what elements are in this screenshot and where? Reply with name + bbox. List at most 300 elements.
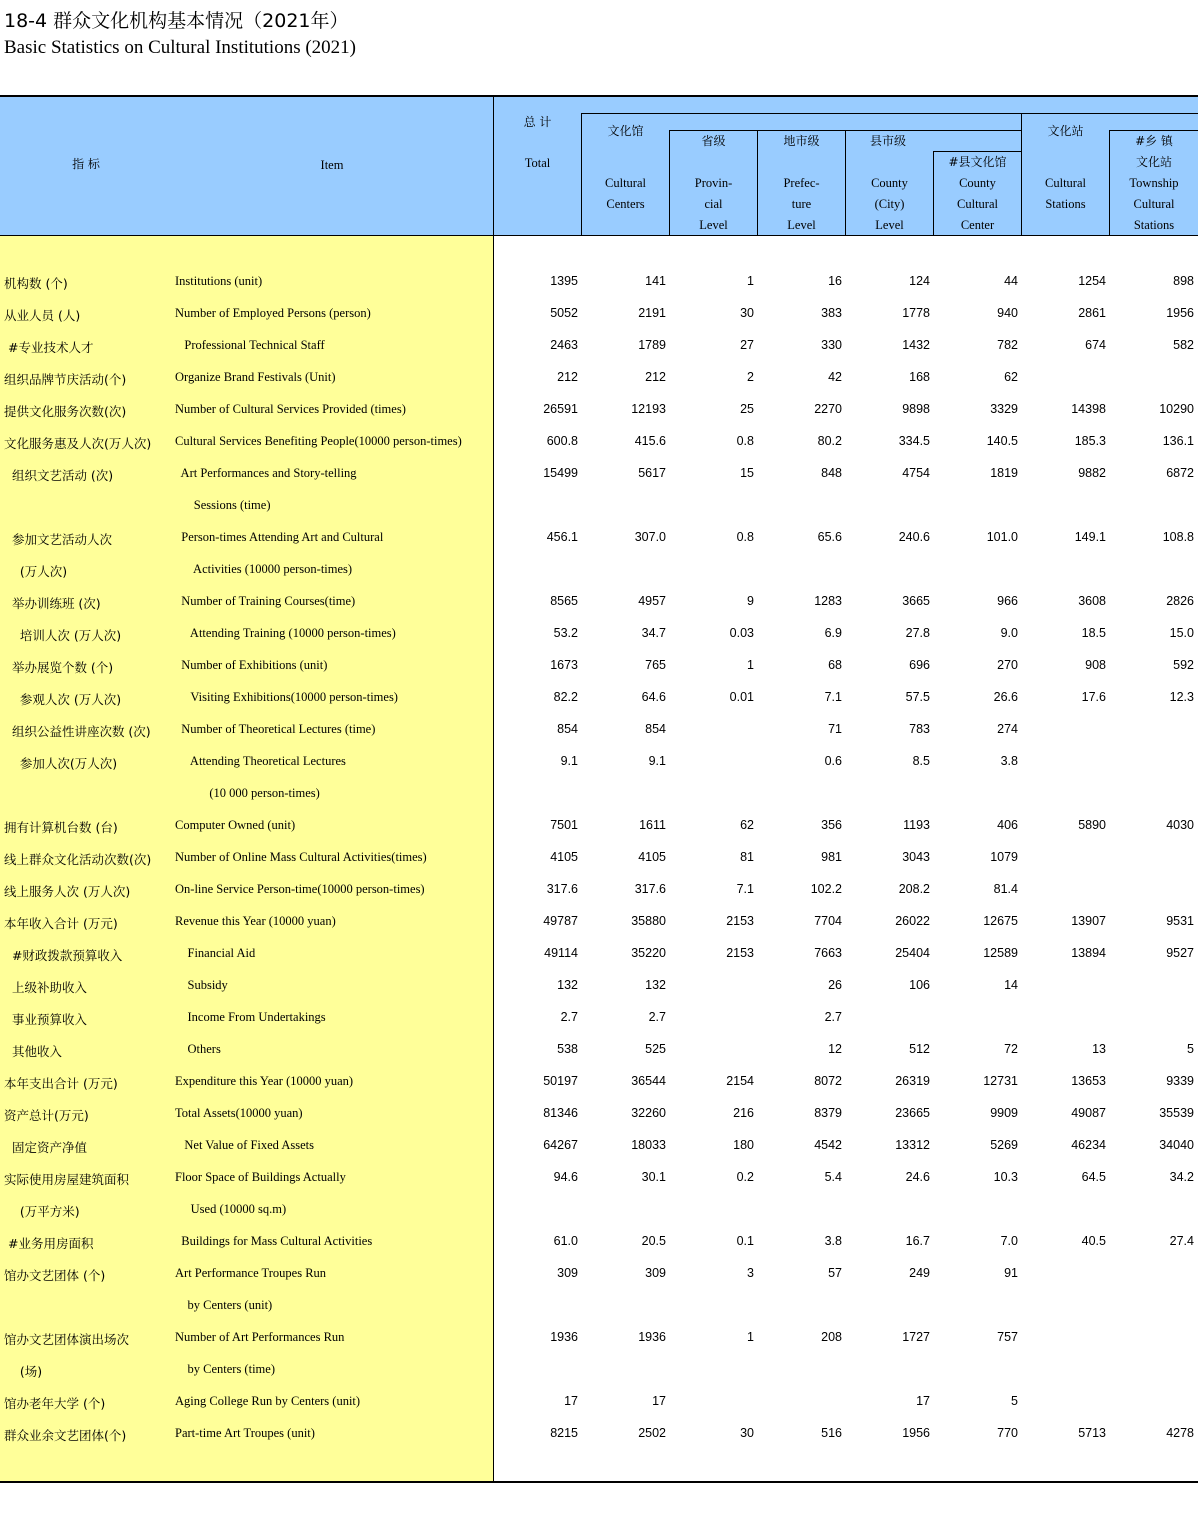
row-label-en: Number of Art Performances Run bbox=[175, 1330, 345, 1344]
table-cell: 1956 bbox=[1166, 306, 1194, 320]
table-cell: 2502 bbox=[638, 1426, 666, 1440]
table-cell: 2 bbox=[747, 370, 754, 384]
table-cell: 848 bbox=[821, 466, 842, 480]
table-top-rule bbox=[0, 95, 1198, 97]
table-cell: 415.6 bbox=[634, 434, 666, 448]
table-cell: 4957 bbox=[638, 594, 666, 608]
table-cell: 4030 bbox=[1166, 818, 1194, 832]
row-label-cn: 组织品牌节庆活动(个) bbox=[4, 372, 127, 387]
table-cell: 10290 bbox=[1159, 402, 1194, 416]
row-label-en: Others bbox=[175, 1042, 221, 1056]
table-cell: 26 bbox=[828, 978, 842, 992]
row-label-en: Revenue this Year (10000 yuan) bbox=[175, 914, 336, 928]
table-cell: 42 bbox=[828, 370, 842, 384]
table-row bbox=[0, 682, 1198, 714]
table-cell: 1432 bbox=[902, 338, 930, 352]
table-cell: 30.1 bbox=[641, 1170, 666, 1184]
table-cell: 1936 bbox=[638, 1330, 666, 1344]
table-cell: 124 bbox=[909, 274, 930, 288]
table-cell: 8072 bbox=[814, 1074, 842, 1088]
table-cell: 330 bbox=[821, 338, 842, 352]
row-label-cn: 群众业余文艺团体(个) bbox=[4, 1428, 127, 1443]
table-cell: 1079 bbox=[990, 850, 1018, 864]
row-label-en: On-line Service Person-time(10000 person-times) bbox=[175, 882, 425, 896]
table-cell: 12.3 bbox=[1169, 690, 1194, 704]
row-label-cn: 本年支出合计 (万元) bbox=[4, 1076, 118, 1091]
table-cell: 3043 bbox=[902, 850, 930, 864]
page-title-en: Basic Statistics on Cultural Institutions (2021) bbox=[4, 37, 357, 58]
table-cell: 1283 bbox=[814, 594, 842, 608]
table-cell: 3329 bbox=[990, 402, 1018, 416]
table-cell: 82.2 bbox=[553, 690, 578, 704]
row-label-en: Used (10000 sq.m) bbox=[175, 1202, 287, 1216]
table-cell: 132 bbox=[645, 978, 666, 992]
row-label-cn: (场) bbox=[4, 1364, 43, 1379]
table-cell: 7704 bbox=[814, 914, 842, 928]
table-cell: 2154 bbox=[726, 1074, 754, 1088]
table-cell: 9531 bbox=[1166, 914, 1194, 928]
row-label-en: (10 000 person-times) bbox=[175, 786, 320, 800]
table-cell: 16 bbox=[828, 274, 842, 288]
header-prefecture: 地市级 Prefec- ture Level bbox=[783, 134, 820, 232]
row-label-cn: 参观人次 (万人次) bbox=[4, 692, 122, 707]
table-cell: 13312 bbox=[895, 1138, 930, 1152]
table-cell: 1956 bbox=[902, 1426, 930, 1440]
table-cell: 64267 bbox=[543, 1138, 578, 1152]
table-cell: 8.5 bbox=[912, 754, 930, 768]
table-cell: 1395 bbox=[550, 274, 578, 288]
table-cell: 25404 bbox=[895, 946, 930, 960]
table-row bbox=[0, 1290, 1198, 1322]
table-cell: 46234 bbox=[1071, 1138, 1106, 1152]
header-cultural-centers-group: 文化馆 bbox=[607, 124, 644, 138]
table-cell: 1254 bbox=[1078, 274, 1106, 288]
row-label-en: Financial Aid bbox=[175, 946, 256, 960]
table-cell: 14398 bbox=[1071, 402, 1106, 416]
row-label-cn: 本年收入合计 (万元) bbox=[4, 916, 118, 931]
table-cell: 81 bbox=[740, 850, 754, 864]
table-cell: 0.6 bbox=[824, 754, 842, 768]
table-cell: 50197 bbox=[543, 1074, 578, 1088]
row-label-cn: 机构数 (个) bbox=[4, 276, 68, 291]
table-row bbox=[0, 266, 1198, 298]
table-cell: 4542 bbox=[814, 1138, 842, 1152]
table-row bbox=[0, 362, 1198, 394]
table-cell: 1819 bbox=[990, 466, 1018, 480]
table-cell: 274 bbox=[997, 722, 1018, 736]
row-label-cn: 馆办文艺团体演出场次 bbox=[4, 1332, 130, 1347]
row-label-cn: (万平方米) bbox=[4, 1204, 80, 1219]
table-cell: 34.7 bbox=[641, 626, 666, 640]
table-row bbox=[0, 458, 1198, 490]
table-cell: 106 bbox=[909, 978, 930, 992]
table-cell: 64.6 bbox=[641, 690, 666, 704]
table-cell: 27.4 bbox=[1169, 1234, 1194, 1248]
table-cell: 49787 bbox=[543, 914, 578, 928]
table-cell: 2463 bbox=[550, 338, 578, 352]
row-label-cn: 资产总计(万元) bbox=[4, 1108, 89, 1123]
table-cell: 0.03 bbox=[729, 626, 754, 640]
table-cell: 981 bbox=[821, 850, 842, 864]
table-cell: 101.0 bbox=[986, 530, 1018, 544]
table-cell: 212 bbox=[557, 370, 578, 384]
table-cell: 7.1 bbox=[824, 690, 842, 704]
row-label-en: Subsidy bbox=[175, 978, 228, 992]
table-cell: 9.0 bbox=[1000, 626, 1018, 640]
row-label-en: Cultural Services Benefiting People(10000 person-times) bbox=[175, 434, 462, 448]
row-label-cn: 其他收入 bbox=[4, 1044, 62, 1059]
table-cell: 456.1 bbox=[546, 530, 578, 544]
table-cell: 36544 bbox=[631, 1074, 666, 1088]
table-row bbox=[0, 522, 1198, 554]
table-cell: 2.7 bbox=[648, 1010, 666, 1024]
table-cell: 132 bbox=[557, 978, 578, 992]
table-row bbox=[0, 778, 1198, 810]
row-label-en: Number of Online Mass Cultural Activities(times) bbox=[175, 850, 427, 864]
table-cell: 57.5 bbox=[905, 690, 930, 704]
row-label-en: by Centers (time) bbox=[175, 1362, 275, 1376]
header-provincial: 省级 Provin- cial Level bbox=[694, 134, 733, 232]
row-label-en: Visiting Exhibitions(10000 person-times) bbox=[175, 690, 398, 704]
table-cell: 5 bbox=[1187, 1042, 1194, 1056]
table-cell: 24.6 bbox=[905, 1170, 930, 1184]
row-label-en: Number of Training Courses(time) bbox=[175, 594, 356, 608]
table-cell: 16.7 bbox=[905, 1234, 930, 1248]
table-cell: 91 bbox=[1004, 1266, 1018, 1280]
table-cell: 966 bbox=[997, 594, 1018, 608]
row-label-cn: 举办展览个数 (个) bbox=[4, 660, 114, 675]
table-cell: 65.6 bbox=[817, 530, 842, 544]
table-row bbox=[0, 1194, 1198, 1226]
table-cell: 334.5 bbox=[898, 434, 930, 448]
table-cell: 4278 bbox=[1166, 1426, 1194, 1440]
row-label-en: Expenditure this Year (10000 yuan) bbox=[175, 1074, 354, 1088]
table-row bbox=[0, 1034, 1198, 1066]
table-cell: 696 bbox=[909, 658, 930, 672]
table-cell: 0.01 bbox=[729, 690, 754, 704]
table-row bbox=[0, 906, 1198, 938]
table-cell: 13 bbox=[1092, 1042, 1106, 1056]
row-label-en: Net Value of Fixed Assets bbox=[175, 1138, 314, 1152]
table-cell: 12731 bbox=[983, 1074, 1018, 1088]
table-cell: 40.5 bbox=[1081, 1234, 1106, 1248]
header-county-level: 县市级 County (City) Level bbox=[870, 134, 908, 232]
row-label-cn: 馆办文艺团体 (个) bbox=[4, 1268, 106, 1283]
row-label-en: Art Performances and Story-telling bbox=[175, 466, 357, 480]
table-cell: 68 bbox=[828, 658, 842, 672]
table-cell: 81.4 bbox=[993, 882, 1018, 896]
table-cell: 765 bbox=[645, 658, 666, 672]
row-label-cn: 组织公益性讲座次数 (次) bbox=[4, 724, 151, 739]
row-label-en: Buildings for Mass Cultural Activities bbox=[175, 1234, 373, 1248]
table-row bbox=[0, 1226, 1198, 1258]
table-cell: 3.8 bbox=[824, 1234, 842, 1248]
table-row bbox=[0, 586, 1198, 618]
table-cell: 600.8 bbox=[546, 434, 578, 448]
table-row bbox=[0, 1354, 1198, 1386]
table-cell: 17 bbox=[916, 1394, 930, 1408]
table-cell: 53.2 bbox=[553, 626, 578, 640]
row-label-cn: 提供文化服务次数(次) bbox=[4, 404, 127, 419]
row-label-en: Aging College Run by Centers (unit) bbox=[175, 1394, 361, 1408]
table-cell: 898 bbox=[1173, 274, 1194, 288]
table-cell: 0.2 bbox=[736, 1170, 754, 1184]
table-cell: 141 bbox=[645, 274, 666, 288]
table-cell: 5052 bbox=[550, 306, 578, 320]
table-cell: 32260 bbox=[631, 1106, 666, 1120]
table-cell: 136.1 bbox=[1162, 434, 1194, 448]
table-cell: 15 bbox=[740, 466, 754, 480]
table-cell: 592 bbox=[1173, 658, 1194, 672]
table-cell: 168 bbox=[909, 370, 930, 384]
table-cell: 62 bbox=[1004, 370, 1018, 384]
row-label-cn: 实际使用房屋建筑面积 bbox=[4, 1172, 130, 1187]
row-label-en: Number of Theoretical Lectures (time) bbox=[175, 722, 376, 736]
table-cell: 1 bbox=[747, 658, 754, 672]
table-cell: 140.5 bbox=[986, 434, 1018, 448]
table-cell: 1 bbox=[747, 1330, 754, 1344]
table-cell: 18033 bbox=[631, 1138, 666, 1152]
header-cultural-stations-group: 文化站 bbox=[1047, 124, 1084, 138]
row-label-en: Organize Brand Festivals (Unit) bbox=[175, 370, 336, 384]
row-label-en: Professional Technical Staff bbox=[175, 338, 325, 352]
row-label-cn: 从业人员 (人) bbox=[4, 308, 81, 323]
table-cell: 17.6 bbox=[1081, 690, 1106, 704]
table-cell: 44 bbox=[1004, 274, 1018, 288]
table-cell: 149.1 bbox=[1074, 530, 1106, 544]
table-row bbox=[0, 426, 1198, 458]
header-item: Item bbox=[320, 158, 344, 172]
table-cell: 13653 bbox=[1071, 1074, 1106, 1088]
table-cell: 538 bbox=[557, 1042, 578, 1056]
table-cell: 854 bbox=[557, 722, 578, 736]
header-total: 总 计 Total bbox=[523, 115, 552, 170]
table-cell: 854 bbox=[645, 722, 666, 736]
table-cell: 3 bbox=[747, 1266, 754, 1280]
table-cell: 208.2 bbox=[898, 882, 930, 896]
table-cell: 2153 bbox=[726, 914, 754, 928]
table-cell: 674 bbox=[1085, 338, 1106, 352]
table-cell: 309 bbox=[645, 1266, 666, 1280]
table-cell: 782 bbox=[997, 338, 1018, 352]
table-cell: 317.6 bbox=[634, 882, 666, 896]
table-cell: 23665 bbox=[895, 1106, 930, 1120]
table-cell: 0.1 bbox=[736, 1234, 754, 1248]
table-cell: 4105 bbox=[550, 850, 578, 864]
table-cell: 13894 bbox=[1071, 946, 1106, 960]
table-row bbox=[0, 874, 1198, 906]
table-cell: 7.0 bbox=[1000, 1234, 1018, 1248]
table-row bbox=[0, 1322, 1198, 1354]
row-label-cn: #业务用房面积 bbox=[4, 1236, 94, 1251]
table-row bbox=[0, 650, 1198, 682]
row-label-cn: 线上服务人次 (万人次) bbox=[4, 884, 131, 899]
table-cell: 12193 bbox=[631, 402, 666, 416]
table-cell: 0.8 bbox=[736, 530, 754, 544]
row-label-cn: #财政拨款预算收入 bbox=[4, 948, 123, 963]
table-cell: 81346 bbox=[543, 1106, 578, 1120]
table-cell: 9898 bbox=[902, 402, 930, 416]
table-cell: 12675 bbox=[983, 914, 1018, 928]
table-cell: 35880 bbox=[631, 914, 666, 928]
table-cell: 516 bbox=[821, 1426, 842, 1440]
table-cell: 525 bbox=[645, 1042, 666, 1056]
table-cell: 783 bbox=[909, 722, 930, 736]
row-label-cn: 事业预算收入 bbox=[4, 1012, 87, 1027]
table-cell: 7663 bbox=[814, 946, 842, 960]
table-cell: 30 bbox=[740, 306, 754, 320]
table-row bbox=[0, 298, 1198, 330]
table-cell: 0.8 bbox=[736, 434, 754, 448]
table-cell: 309 bbox=[557, 1266, 578, 1280]
table-cell: 180 bbox=[733, 1138, 754, 1152]
table-cell: 5.4 bbox=[824, 1170, 842, 1184]
row-label-en: Number of Exhibitions (unit) bbox=[175, 658, 328, 672]
table-cell: 2191 bbox=[638, 306, 666, 320]
table-cell: 15499 bbox=[543, 466, 578, 480]
row-label-cn: 文化服务惠及人次(万人次) bbox=[4, 436, 152, 451]
row-label-en: Attending Training (10000 person-times) bbox=[175, 626, 396, 640]
table-cell: 7501 bbox=[550, 818, 578, 832]
row-label-cn: 举办训练班 (次) bbox=[4, 596, 101, 611]
table-cell: 35539 bbox=[1159, 1106, 1194, 1120]
table-cell: 1 bbox=[747, 274, 754, 288]
table-row bbox=[0, 1162, 1198, 1194]
table-cell: 2826 bbox=[1166, 594, 1194, 608]
table-cell: 307.0 bbox=[634, 530, 666, 544]
row-label-cn: 培训人次 (万人次) bbox=[4, 628, 122, 643]
table-row bbox=[0, 1386, 1198, 1418]
row-label-cn: (万人次) bbox=[4, 564, 68, 579]
table-row bbox=[0, 938, 1198, 970]
table-cell: 2270 bbox=[814, 402, 842, 416]
header-cultural-centers: Cultural Centers bbox=[605, 176, 646, 211]
table-cell: 512 bbox=[909, 1042, 930, 1056]
header-township-stations: #乡 镇 文化站 Township Cultural Stations bbox=[1129, 134, 1179, 232]
table-cell: 80.2 bbox=[817, 434, 842, 448]
table-cell: 582 bbox=[1173, 338, 1194, 352]
table-cell: 26591 bbox=[543, 402, 578, 416]
table-cell: 26022 bbox=[895, 914, 930, 928]
row-label-en: by Centers (unit) bbox=[175, 1298, 273, 1312]
table-cell: 94.6 bbox=[553, 1170, 578, 1184]
row-label-en: Attending Theoretical Lectures bbox=[175, 754, 346, 768]
table-cell: 940 bbox=[997, 306, 1018, 320]
table-row bbox=[0, 394, 1198, 426]
table-cell: 8565 bbox=[550, 594, 578, 608]
table-cell: 1673 bbox=[550, 658, 578, 672]
table-cell: 9527 bbox=[1166, 946, 1194, 960]
table-cell: 17 bbox=[652, 1394, 666, 1408]
table-cell: 9.1 bbox=[560, 754, 578, 768]
table-cell: 2861 bbox=[1078, 306, 1106, 320]
table-cell: 62 bbox=[740, 818, 754, 832]
table-cell: 34.2 bbox=[1169, 1170, 1194, 1184]
table-cell: 1727 bbox=[902, 1330, 930, 1344]
table-cell: 2.7 bbox=[560, 1010, 578, 1024]
table-cell: 12589 bbox=[983, 946, 1018, 960]
table-cell: 8379 bbox=[814, 1106, 842, 1120]
table-row bbox=[0, 1066, 1198, 1098]
row-label-cn: 参加文艺活动人次 bbox=[4, 532, 112, 547]
table-cell: 20.5 bbox=[641, 1234, 666, 1248]
table-cell: 10.3 bbox=[993, 1170, 1018, 1184]
table-row bbox=[0, 1258, 1198, 1290]
table-cell: 757 bbox=[997, 1330, 1018, 1344]
table-cell: 17 bbox=[564, 1394, 578, 1408]
table-cell: 908 bbox=[1085, 658, 1106, 672]
row-label-en: Total Assets(10000 yuan) bbox=[175, 1106, 303, 1120]
table-cell: 240.6 bbox=[898, 530, 930, 544]
table-cell: 3.8 bbox=[1000, 754, 1018, 768]
table-cell: 185.3 bbox=[1074, 434, 1106, 448]
table-cell: 1611 bbox=[639, 818, 666, 832]
table-cell: 57 bbox=[828, 1266, 842, 1280]
table-cell: 26.6 bbox=[993, 690, 1018, 704]
table-cell: 770 bbox=[997, 1426, 1018, 1440]
row-label-cn: 参加人次(万人次) bbox=[4, 756, 118, 771]
table-cell: 9.1 bbox=[648, 754, 666, 768]
table-cell: 12 bbox=[828, 1042, 842, 1056]
table-row bbox=[0, 618, 1198, 650]
table-cell: 249 bbox=[909, 1266, 930, 1280]
row-label-en: Income From Undertakings bbox=[175, 1010, 326, 1024]
table-cell: 18.5 bbox=[1081, 626, 1106, 640]
table-cell: 6872 bbox=[1166, 466, 1194, 480]
table-cell: 14 bbox=[1004, 978, 1018, 992]
table-cell: 2153 bbox=[726, 946, 754, 960]
table-cell: 61.0 bbox=[553, 1234, 578, 1248]
row-label-en: Floor Space of Buildings Actually bbox=[175, 1170, 346, 1184]
header-county-cultural-center: #县文化馆 County Cultural Center bbox=[948, 155, 1007, 232]
table-cell: 208 bbox=[821, 1330, 842, 1344]
row-label-en: Institutions (unit) bbox=[175, 274, 263, 288]
table-cell: 2.7 bbox=[824, 1010, 842, 1024]
table-row bbox=[0, 330, 1198, 362]
table-cell: 216 bbox=[733, 1106, 754, 1120]
table-bottom-rule bbox=[0, 1481, 1198, 1483]
row-label-cn: #专业技术人才 bbox=[4, 340, 94, 355]
table-cell: 1789 bbox=[638, 338, 666, 352]
table-cell: 102.2 bbox=[810, 882, 842, 896]
table-cell: 13907 bbox=[1071, 914, 1106, 928]
table-row bbox=[0, 490, 1198, 522]
row-label-cn: 固定资产净值 bbox=[4, 1140, 87, 1155]
table-row bbox=[0, 554, 1198, 586]
row-label-en: Activities (10000 person-times) bbox=[175, 562, 353, 576]
header-rule-top bbox=[581, 113, 1198, 114]
table-cell: 27.8 bbox=[905, 626, 930, 640]
table-cell: 317.6 bbox=[546, 882, 578, 896]
table-cell: 406 bbox=[997, 818, 1018, 832]
table-cell: 5 bbox=[1011, 1394, 1018, 1408]
table-cell: 5269 bbox=[990, 1138, 1018, 1152]
table-cell: 9882 bbox=[1078, 466, 1106, 480]
table-row bbox=[0, 1002, 1198, 1034]
table-cell: 5713 bbox=[1078, 1426, 1106, 1440]
header-indicator: 指 标 bbox=[72, 157, 100, 171]
table-cell: 72 bbox=[1004, 1042, 1018, 1056]
table-cell: 26319 bbox=[895, 1074, 930, 1088]
row-label-cn: 组织文艺活动 (次) bbox=[4, 468, 114, 483]
table-cell: 383 bbox=[821, 306, 842, 320]
table-row bbox=[0, 810, 1198, 842]
table-cell: 15.0 bbox=[1169, 626, 1194, 640]
table-cell: 49114 bbox=[544, 946, 578, 960]
table-row bbox=[0, 1418, 1198, 1450]
row-label-cn: 馆办老年大学 (个) bbox=[4, 1396, 106, 1411]
table-cell: 270 bbox=[997, 658, 1018, 672]
